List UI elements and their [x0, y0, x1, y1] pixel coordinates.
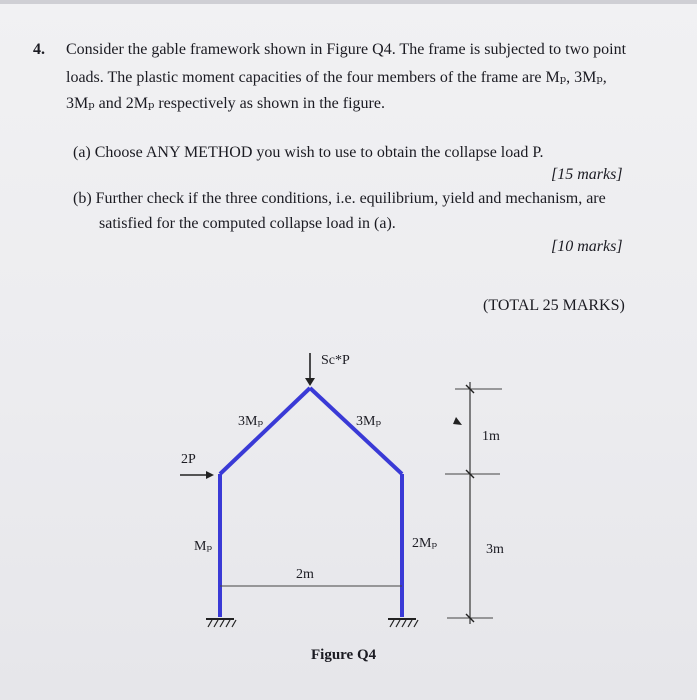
- left-rafter: [220, 388, 310, 474]
- question-number: 4.: [33, 41, 45, 58]
- left-rafter-label: 3Mₚ: [238, 414, 264, 429]
- left-column-label: Mₚ: [194, 539, 213, 554]
- question-line-2: loads. The plastic moment capacities of the four members of the frame are Mₚ, 3Mₚ,: [66, 69, 607, 86]
- height-dimension: [445, 382, 502, 624]
- question-line-1: Consider the gable framework shown in Figure Q4. The frame is subjected to two point: [66, 41, 627, 58]
- right-column-label: 2Mₚ: [412, 536, 438, 551]
- left-fixed-support: [206, 619, 236, 627]
- right-rafter-label: 3Mₚ: [356, 414, 382, 429]
- span-label: 2m: [296, 567, 314, 582]
- apex-load-label: Sc*P: [321, 353, 350, 368]
- right-rafter: [310, 388, 402, 474]
- figure-caption: Figure Q4: [311, 647, 377, 663]
- side-load-label: 2P: [181, 452, 196, 467]
- part-b-marks: [10 marks]: [551, 238, 623, 255]
- apex-load-arrow: [305, 353, 315, 386]
- total-marks: (TOTAL 25 MARKS): [483, 297, 625, 314]
- column-height-label: 3m: [486, 542, 504, 557]
- part-b-text: (b) Further check if the three conditions, i.e. equilibrium, yield and mechanism, are: [73, 190, 606, 207]
- part-a-marks: [15 marks]: [551, 166, 623, 183]
- dimension-arrowhead: [453, 417, 462, 425]
- question-line-3: 3Mₚ and 2Mₚ respectively as shown in the figure.: [66, 95, 385, 112]
- right-fixed-support: [388, 619, 418, 627]
- side-load-arrow: [180, 471, 214, 479]
- part-b-text-cont: satisfied for the computed collapse load in (a).: [99, 215, 396, 232]
- rise-label: 1m: [482, 429, 500, 444]
- part-a-text: (a) Choose ANY METHOD you wish to use to obtain the collapse load P.: [73, 144, 544, 161]
